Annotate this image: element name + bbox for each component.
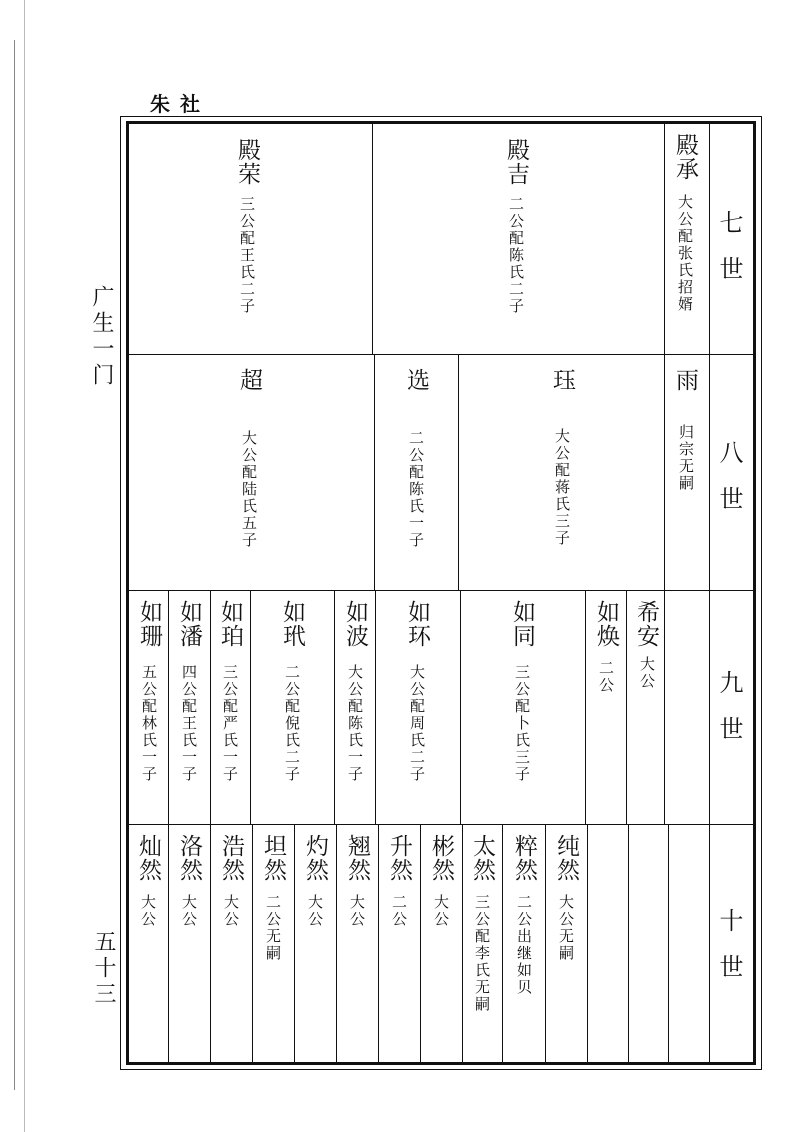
generation-column-divider xyxy=(709,124,710,1062)
r4-divider-13 xyxy=(168,824,169,1062)
person-note: 大公 xyxy=(348,894,366,928)
person-name: 超 xyxy=(236,368,262,392)
person-note: 二公无嗣 xyxy=(264,894,282,962)
page-header-title: 朱社 xyxy=(150,92,210,116)
person-name: 如波 xyxy=(342,600,368,648)
person-name: 如同 xyxy=(509,600,535,648)
person-note: 大公 xyxy=(180,894,198,928)
person-note: 二公配倪氏二子 xyxy=(283,664,301,783)
row-divider-1 xyxy=(129,354,753,355)
r4-divider-4 xyxy=(545,824,546,1062)
person-name: 浩然 xyxy=(218,834,244,882)
r4-divider-6 xyxy=(462,824,463,1062)
r2-divider-a xyxy=(664,354,665,590)
r2-divider-c xyxy=(374,354,375,590)
person-name: 雨 xyxy=(672,368,698,392)
person-note: 二公配陈氏一子 xyxy=(407,430,425,549)
person-name: 如潘 xyxy=(176,600,202,648)
person-note: 大公 xyxy=(306,894,324,928)
r3-divider-1 xyxy=(664,590,665,824)
r4-divider-2 xyxy=(628,824,629,1062)
person-name: 洛然 xyxy=(176,834,202,882)
person-name: 如环 xyxy=(404,600,430,648)
person-name: 如珊 xyxy=(136,600,162,648)
r1-divider-b xyxy=(372,124,373,354)
person-name: 选 xyxy=(403,368,429,392)
r3-divider-9 xyxy=(168,590,169,824)
page-number: 五十三 xyxy=(91,930,116,1008)
person-note: 大公 xyxy=(139,894,157,928)
person-note: 二公配陈氏二子 xyxy=(507,196,525,315)
left-margin-line xyxy=(14,40,15,1090)
person-note: 大公无嗣 xyxy=(557,894,575,962)
generation-label-10: 十世 xyxy=(715,908,743,1000)
person-name: 彬然 xyxy=(428,834,454,882)
row-divider-3 xyxy=(129,824,753,825)
person-name: 如珀 xyxy=(217,600,243,648)
person-note: 大公配张氏招婿 xyxy=(676,194,694,313)
r4-divider-5 xyxy=(502,824,503,1062)
person-note: 大公 xyxy=(638,656,656,690)
person-note: 二公 xyxy=(390,894,408,928)
person-name: 灿然 xyxy=(135,834,161,882)
person-note: 三公配李氏无嗣 xyxy=(473,894,491,1013)
person-name: 粹然 xyxy=(511,834,537,882)
left-margin-line-2 xyxy=(24,0,25,1132)
person-name: 殿承 xyxy=(672,133,698,181)
r4-divider-7 xyxy=(420,824,421,1062)
r4-divider-10 xyxy=(294,824,295,1062)
r4-divider-11 xyxy=(252,824,253,1062)
person-note: 三公配王氏二子 xyxy=(238,196,256,315)
r4-divider-9 xyxy=(336,824,337,1062)
person-note: 五公配林氏一子 xyxy=(140,664,158,783)
r3-divider-4 xyxy=(460,590,461,824)
person-note: 大公配陈氏一子 xyxy=(346,664,364,783)
person-name: 如焕 xyxy=(593,600,619,648)
person-name: 纯然 xyxy=(553,834,579,882)
row-divider-2 xyxy=(129,590,753,591)
person-name: 太然 xyxy=(469,834,495,882)
person-note: 三公配严氏一子 xyxy=(221,664,239,783)
person-name: 如玳 xyxy=(279,600,305,648)
r3-divider-7 xyxy=(250,590,251,824)
person-name: 升然 xyxy=(386,834,412,882)
person-note: 四公配王氏一子 xyxy=(180,664,198,783)
r4-divider-12 xyxy=(210,824,211,1062)
r3-divider-6 xyxy=(334,590,335,824)
r3-divider-5 xyxy=(375,590,376,824)
r4-divider-3 xyxy=(587,824,588,1062)
r1-divider-a xyxy=(664,124,665,354)
r2-divider-b xyxy=(458,354,459,590)
generation-label-9: 九世 xyxy=(715,670,743,762)
person-name: 灼然 xyxy=(302,834,328,882)
person-note: 大公配蒋氏三子 xyxy=(553,428,571,547)
person-name: 坦然 xyxy=(260,834,286,882)
person-name: 翘然 xyxy=(344,834,370,882)
person-name: 殿吉 xyxy=(503,138,529,186)
person-note: 二公出继如贝 xyxy=(515,894,533,996)
person-note: 归宗无嗣 xyxy=(677,424,695,492)
person-name: 希安 xyxy=(633,600,659,648)
person-note: 三公配卜氏三子 xyxy=(513,664,531,783)
r4-divider-1 xyxy=(668,824,669,1062)
person-name: 殿荣 xyxy=(234,138,260,186)
person-note: 大公 xyxy=(222,894,240,928)
r3-divider-3 xyxy=(585,590,586,824)
person-name: 珏 xyxy=(549,368,575,392)
generation-label-8: 八世 xyxy=(715,440,743,532)
r3-divider-8 xyxy=(210,590,211,824)
generation-label-7: 七世 xyxy=(715,210,743,302)
person-note: 大公 xyxy=(432,894,450,928)
r4-divider-8 xyxy=(378,824,379,1062)
person-note: 大公配陆氏五子 xyxy=(240,430,258,549)
r3-divider-2 xyxy=(626,590,627,824)
person-note: 二公 xyxy=(597,660,615,694)
side-label: 广生一门 xyxy=(89,285,114,389)
person-note: 大公配周氏二子 xyxy=(408,664,426,783)
